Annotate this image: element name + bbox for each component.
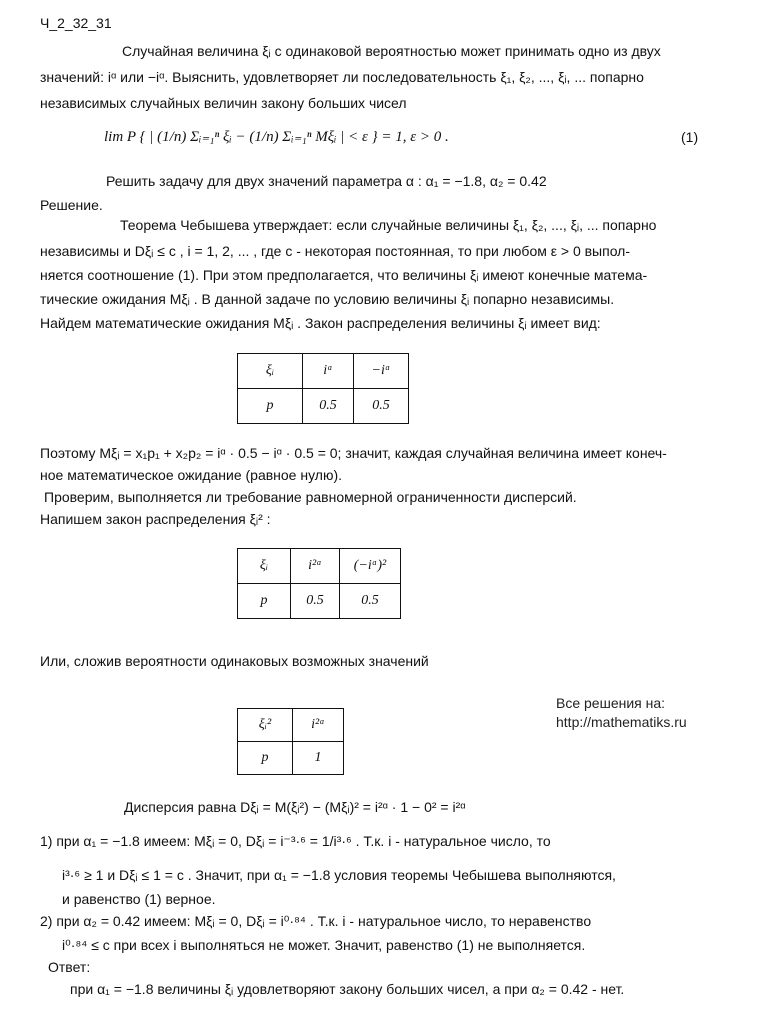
- case-2-line-a: 2) при α₂ = 0.42 имеем: Mξᵢ = 0, Dξᵢ = i⁰·⁸⁴ . Т.к. i - натуральное число, то неравенство: [40, 913, 592, 929]
- table2-row-p: p: [238, 584, 291, 619]
- limit-formula: lim P { | (1/n) Σᵢ₌₁ⁿ ξᵢ − (1/n) Σᵢ₌₁ⁿ Mξᵢ | < ε } = 1, ε > 0 .: [104, 129, 449, 145]
- table3-prob: 1: [293, 742, 344, 775]
- solution-p3: няется соотношение (1). При этом предполагается, что величины ξᵢ имеют конечные матема-: [40, 267, 648, 283]
- variance-line: Дисперсия равна Dξᵢ = M(ξᵢ²) − (Mξᵢ)² = i²ᵅ · 1 − 0² = i²ᵅ: [124, 799, 466, 815]
- solution-p10: Или, сложив вероятности одинаковых возможных значений: [40, 653, 429, 669]
- solution-p4: тические ожидания Mξᵢ . В данной задаче по условию величины ξᵢ попарно независимы.: [40, 291, 615, 307]
- table1-header-value-1: iᵅ: [303, 354, 354, 389]
- solution-p1: Теорема Чебышева утверждает: если случайные величины ξ₁, ξ₂, ..., ξᵢ, ... попарно: [120, 217, 657, 233]
- table1-prob-2: 0.5: [354, 389, 409, 424]
- answer-label: Ответ:: [48, 959, 91, 975]
- problem-line-2: значений: iᵅ или −iᵅ. Выяснить, удовлетворяет ли последовательность ξ₁, ξ₂, ..., ξᵢ, ... попарно: [40, 69, 644, 85]
- problem-line-1: Случайная величина ξᵢ с одинаковой вероятностью может принимать одно из двух: [122, 43, 661, 59]
- table3-row-p: p: [238, 742, 293, 775]
- table1-prob-1: 0.5: [303, 389, 354, 424]
- solution-p6: Поэтому Mξᵢ = x₁p₁ + x₂p₂ = iᵅ · 0.5 − iᵅ · 0.5 = 0; значит, каждая случайная величина имеет конеч-: [40, 445, 667, 461]
- problem-line-3: независимых случайных величин закону больших чисел: [40, 95, 407, 111]
- table1-header-value-2: −iᵅ: [354, 354, 409, 389]
- case-1-line-b: i³·⁶ ≥ 1 и Dξᵢ ≤ 1 = c . Значит, при α₁ = −1.8 условия теоремы Чебышева выполняются,: [62, 867, 616, 883]
- problem-id: Ч_2_32_31: [40, 15, 112, 31]
- case-2-line-b: i⁰·⁸⁴ ≤ c при всех i выполняться не может. Значит, равенство (1) не выполняется.: [62, 937, 586, 953]
- table3-header-xi2: ξᵢ²: [238, 709, 293, 742]
- table1-header-xi: ξᵢ: [238, 354, 303, 389]
- distribution-table-1: [237, 353, 409, 424]
- table3-header-value: i²ᵅ: [293, 709, 344, 742]
- case-1-line-a: 1) при α₁ = −1.8 имеем: Mξᵢ = 0, Dξᵢ = i⁻³·⁶ = 1/i³·⁶ . Т.к. i - натуральное число, то: [40, 833, 551, 849]
- solution-p7: ное математическое ожидание (равное нулю).: [40, 467, 343, 483]
- answer-text: при α₁ = −1.8 величины ξᵢ удовлетворяют закону больших чисел, а при α₂ = 0.42 - нет.: [70, 981, 625, 997]
- table1-row-p: p: [238, 389, 303, 424]
- table2-header-value-2: (−iᵅ)²: [340, 549, 401, 584]
- solution-p2: независимы и Dξᵢ ≤ c , i = 1, 2, ... , где c - некоторая постоянная, то при любом ε > 0 выпол-: [40, 243, 631, 259]
- table2-header-xi: ξᵢ: [238, 549, 291, 584]
- solution-p8: Проверим, выполняется ли требование равномерной ограниченности дисперсий.: [44, 489, 577, 505]
- problem-line-4: Решить задачу для двух значений параметра α : α₁ = −1.8, α₂ = 0.42: [106, 173, 547, 189]
- solution-title: Решение.: [40, 197, 103, 213]
- table2-prob-1: 0.5: [291, 584, 340, 619]
- table2-prob-2: 0.5: [340, 584, 401, 619]
- distribution-table-2: [237, 548, 401, 619]
- promo-line-1: Все решения на:: [556, 695, 666, 711]
- solution-p9: Напишем закон распределения ξᵢ² :: [40, 511, 271, 527]
- table2-header-value-1: i²ᵅ: [291, 549, 340, 584]
- promo-block: [556, 694, 687, 732]
- formula-number: (1): [681, 129, 699, 145]
- distribution-table-3: [237, 708, 344, 775]
- promo-link[interactable]: http://mathematiks.ru: [556, 714, 687, 730]
- solution-p5: Найдем математические ожидания Mξᵢ . Закон распределения величины ξᵢ имеет вид:: [40, 315, 601, 331]
- case-1-line-c: и равенство (1) верное.: [62, 891, 216, 907]
